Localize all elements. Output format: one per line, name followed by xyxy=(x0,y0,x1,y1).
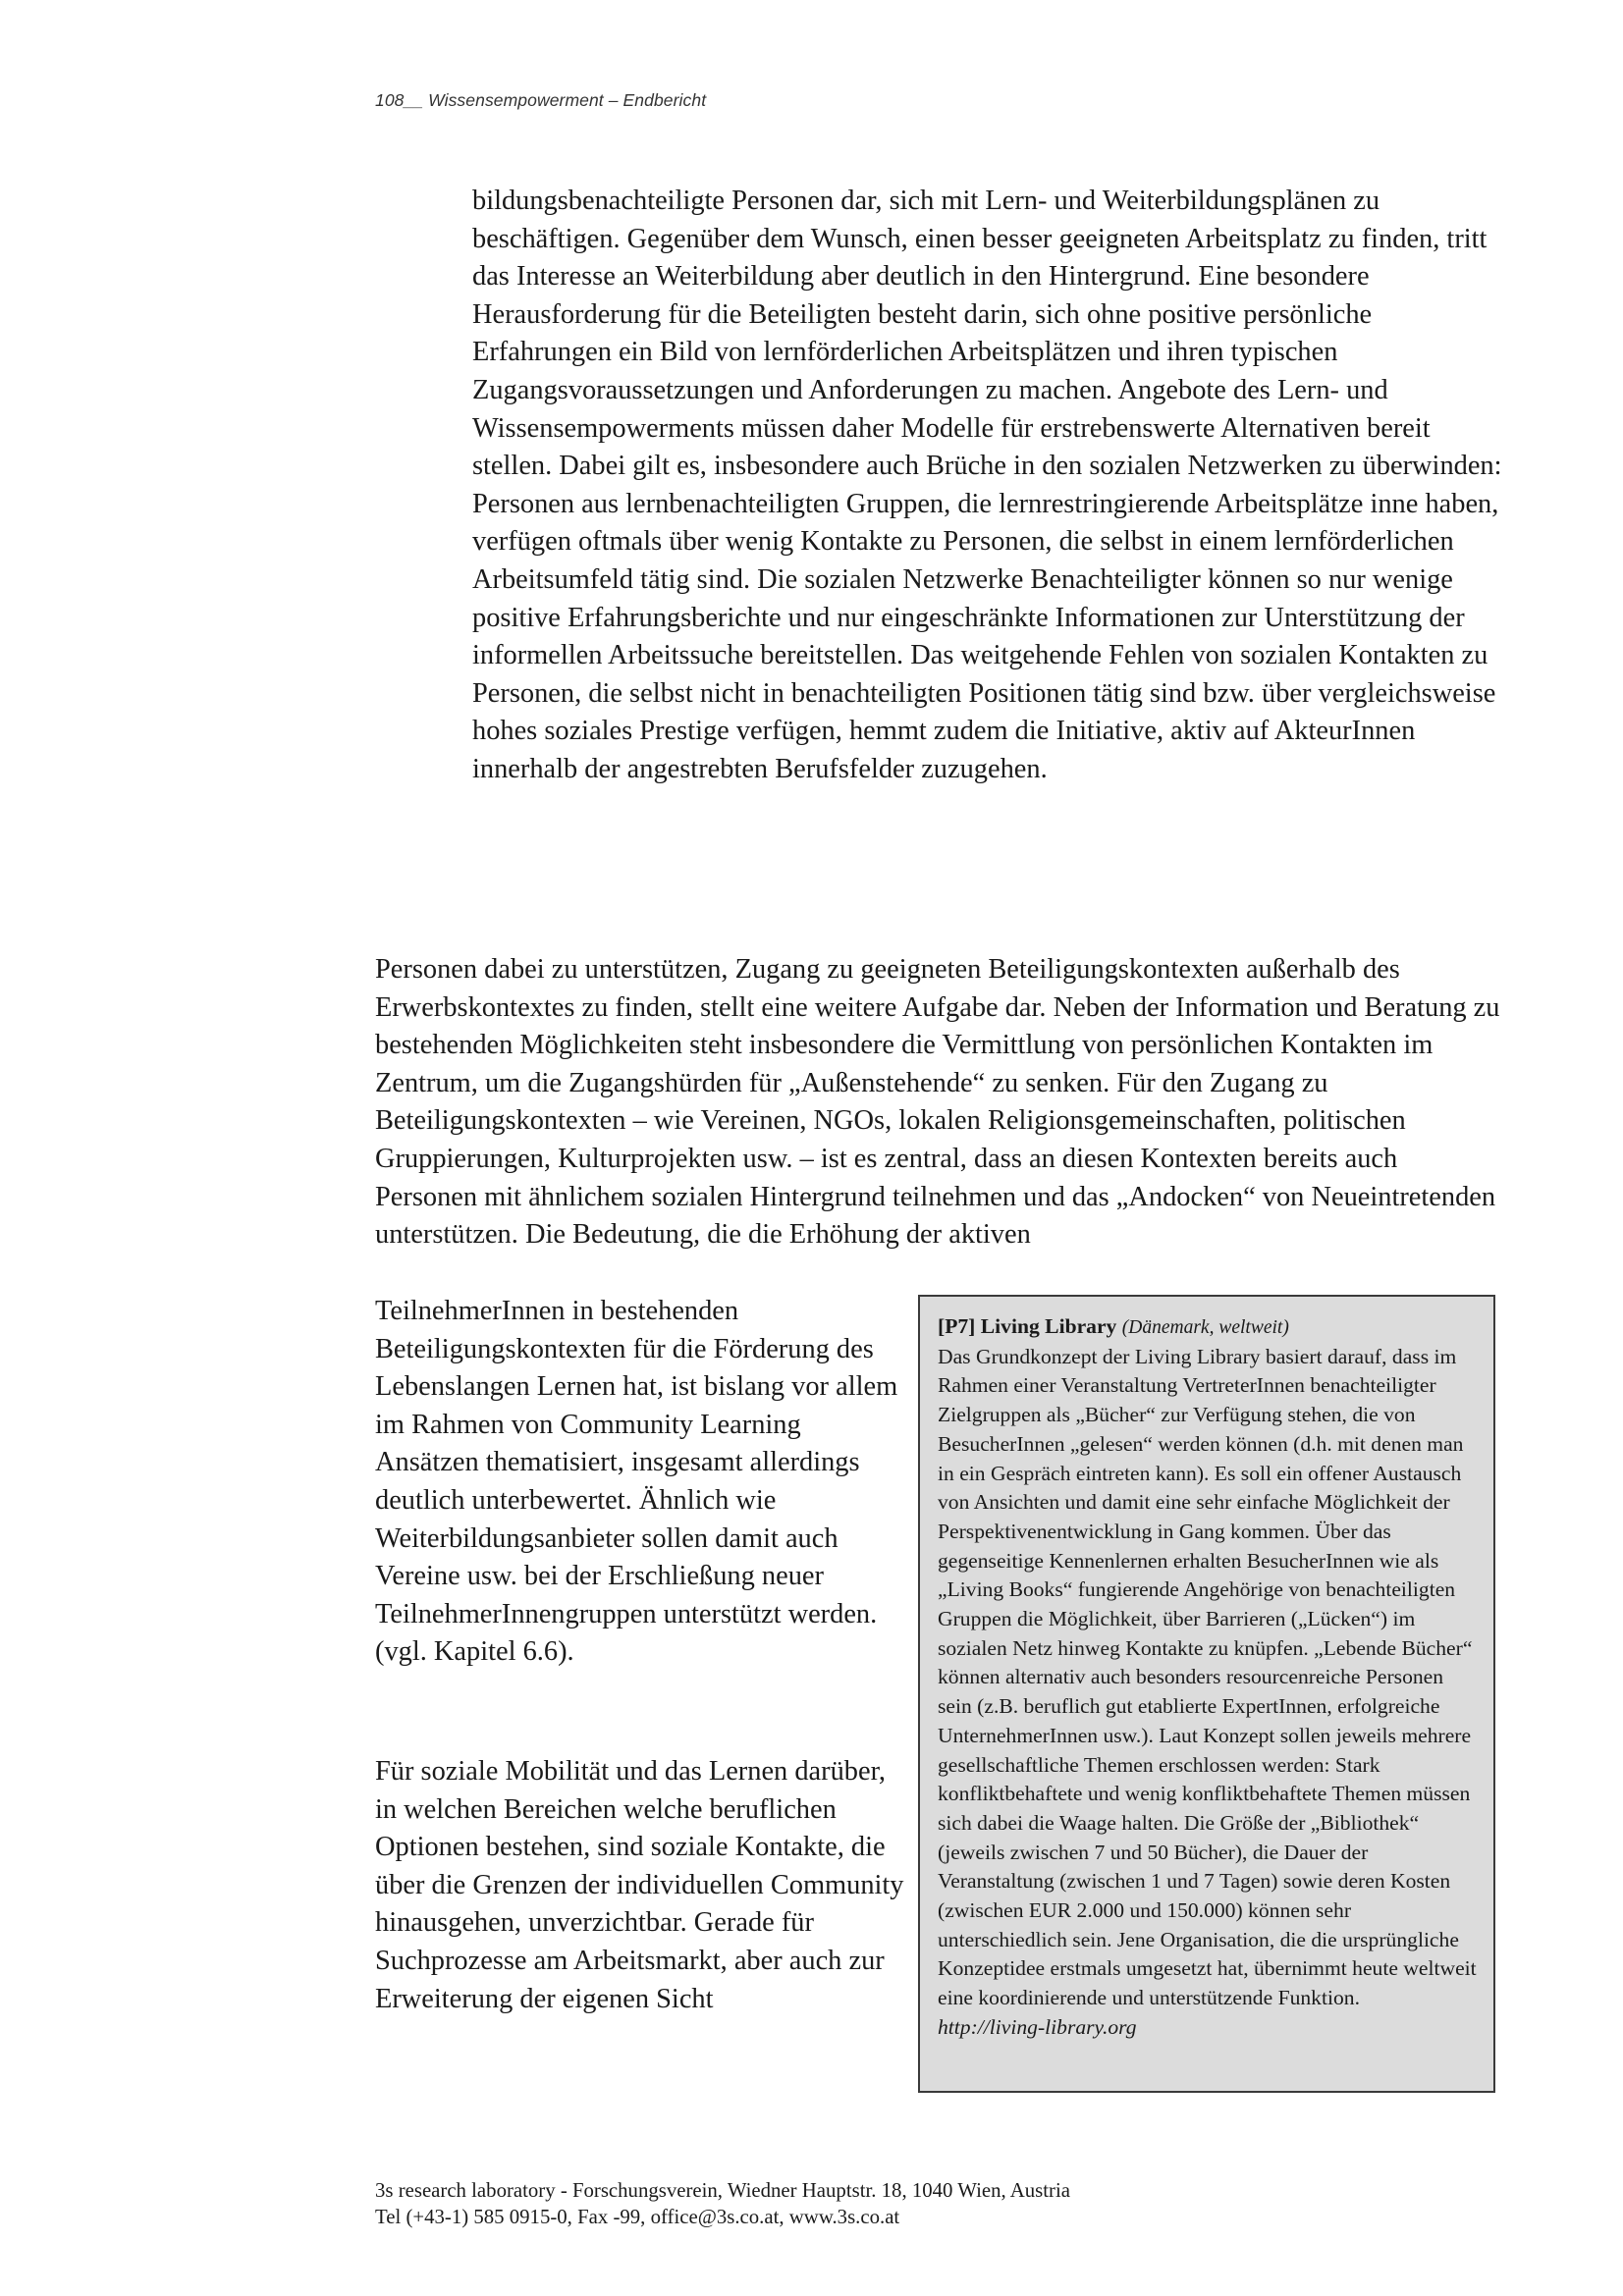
running-head: 108__ Wissensempowerment – Endbericht xyxy=(375,90,707,110)
footer xyxy=(375,2177,1070,2230)
box-title-line xyxy=(938,1312,1480,1343)
indented-paragraph: bildungsbenachteiligte Personen dar, sich mit Lern- und Weiterbildungsplänen zu beschäftigen. Gegenüber dem Wunsch, einen besser geeigneten Arbeitsplatz zu finden, tritt das Interesse an Weiterbildung aber deutlich in den Hintergrund. Eine besondere Herausforderung für die Beteiligten besteht darin, sich ohne positive persönliche Erfahrungen ein Bild von lernförderlichen Arbeitsplätzen und ihren typischen Zugangsvoraussetzungen und Anforderungen zu machen. Angebote des Lern- und Wissensempowerments müssen daher Modelle für erstrebenswerte Alternativen bereit stellen. Dabei gilt es, insbesondere auch Brüche in den sozialen Netzwerken zu überwinden: Personen aus lernbenachteiligten Gruppen, die lernrestringierende Arbeitsplätze inne haben, verfügen oftmals über wenig Kontakte zu Personen, die selbst in einem lernförderlichen Arbeitsumfeld tätig sind. Die sozialen Netzwerke Benachteiligter können so nur wenige positive Erfahrungsberichte und nur eingeschränkte Informationen zur Unterstützung der informellen Arbeitssuche bereitstellen. Das weitgehende Fehlen von sozialen Kontakten zu Personen, die selbst nicht in benachteiligten Positionen tätig sind bzw. über vergleichsweise hohes soziales Prestige verfügen, hemmt zudem die Initiative, aktiv auf AkteurInnen innerhalb der angestrebten Berufsfelder zuzugehen. xyxy=(472,186,1502,784)
box-subtitle: (Dänemark, weltweit) xyxy=(1121,1317,1289,1338)
box-body-text: Das Grundkonzept der Living Library basiert darauf, dass im Rahmen einer Veranstaltung VertreterInnen benachteiligter Zielgruppen als „Bücher“ zur Verfügung stehen, die von BesucherInnen „gelesen“ werden können (d.h. mit denen man in ein Gespräch eintreten kann). Es soll ein offener Austausch von Ansichten und damit eine sehr einfache Möglichkeit der Perspektivenentwicklung in Gang kommen. Über das gegenseitige Kennenlernen erhalten BesucherInnen wie als „Living Books“ fungierende Angehörige von benachteiligten Gruppen die Möglichkeit, über Barrieren („Lücken“) im sozialen Netz hinweg Kontakte zu knüpfen. „Lebende Bücher“ können alternativ auch besonders resourcenreiche Personen sein (z.B. beruflich gut etablierte ExpertInnen, erfolgreiche UnternehmerInnen usw.). Laut Konzept sollen jeweils mehrere gesellschaftliche Themen erschlossen werden: Stark konfliktbehaftete und wenig konfliktbehaftete Themen müssen sich dabei die Waage halten. Die Größe der „Bibliothek“ (jeweils zwischen 7 und 50 Bücher), die Dauer der Veranstaltung (zwischen 1 und 7 Tagen) sowie deren Kosten (zwischen EUR 2.000 und 150.000) können sehr unterschiedlich sein. Jene Organisation, die die ursprüngliche Konzeptidee erstmals umgesetzt hat, übernimmt heute weltweit eine koordinierende und unterstützende Funktion. xyxy=(938,1344,1477,2010)
body-paragraph-column: Für soziale Mobilität und das Lernen darüber, in welchen Bereichen welche beruflichen Optionen bestehen, sind soziale Kontakte, die über die Grenzen der individuellen Community hinausgehen, unverzichtbar. Gerade für Suchprozesse am Arbeitsmarkt, aber auch zur Erweiterung der eigenen Sicht xyxy=(375,1756,904,2014)
body-paragraph: Personen dabei zu unterstützen, Zugang zu geeigneten Beteiligungskontexten außerhalb des Erwerbskontextes zu finden, stellt eine weitere Aufgabe dar. Neben der Information und Beratung zu bestehenden Möglichkeiten steht insbesondere die Vermittlung von persönlichen Kontakten im Zentrum, um die Zugangshürden für „Außenstehende“ zu senken. Für den Zugang zu Beteiligungskontexten – wie Vereinen, NGOs, lokalen Religionsgemeinschaften, politischen Gruppierungen, Kulturprojekten usw. – ist es zentral, dass an diesen Kontexten bereits auch Personen mit ähnlichem sozialen Hintergrund teilnehmen und das „Andocken“ von Neueintretenden unterstützen. Die Bedeutung, die die Erhöhung der aktiven xyxy=(375,954,1500,1251)
body-paragraph-column: TeilnehmerInnen in bestehenden Beteiligungskontexten für die Förderung des Lebenslangen Lernen hat, ist bislang vor allem im Rahmen von Community Learning Ansätzen thematisiert, insgesamt allerdings deutlich unterbewertet. Ähnlich wie Weiterbildungsanbieter sollen damit auch Vereine usw. bei der Erschließung neuer TeilnehmerInnengruppen unterstützt werden. (vgl. Kapitel 6.6). xyxy=(375,1296,898,1668)
box-link[interactable]: http://living-library.org xyxy=(938,2014,1137,2039)
box-title: [P7] Living Library xyxy=(938,1314,1117,1338)
footer-address: 3s research laboratory - Forschungsverein, Wiedner Hauptstr. 18, 1040 Wien, Austria xyxy=(375,2179,1070,2202)
footer-contact: Tel (+43-1) 585 0915-0, Fax -99, office@3s.co.at, www.3s.co.at xyxy=(375,2206,900,2228)
case-study-box xyxy=(918,1295,1495,2093)
